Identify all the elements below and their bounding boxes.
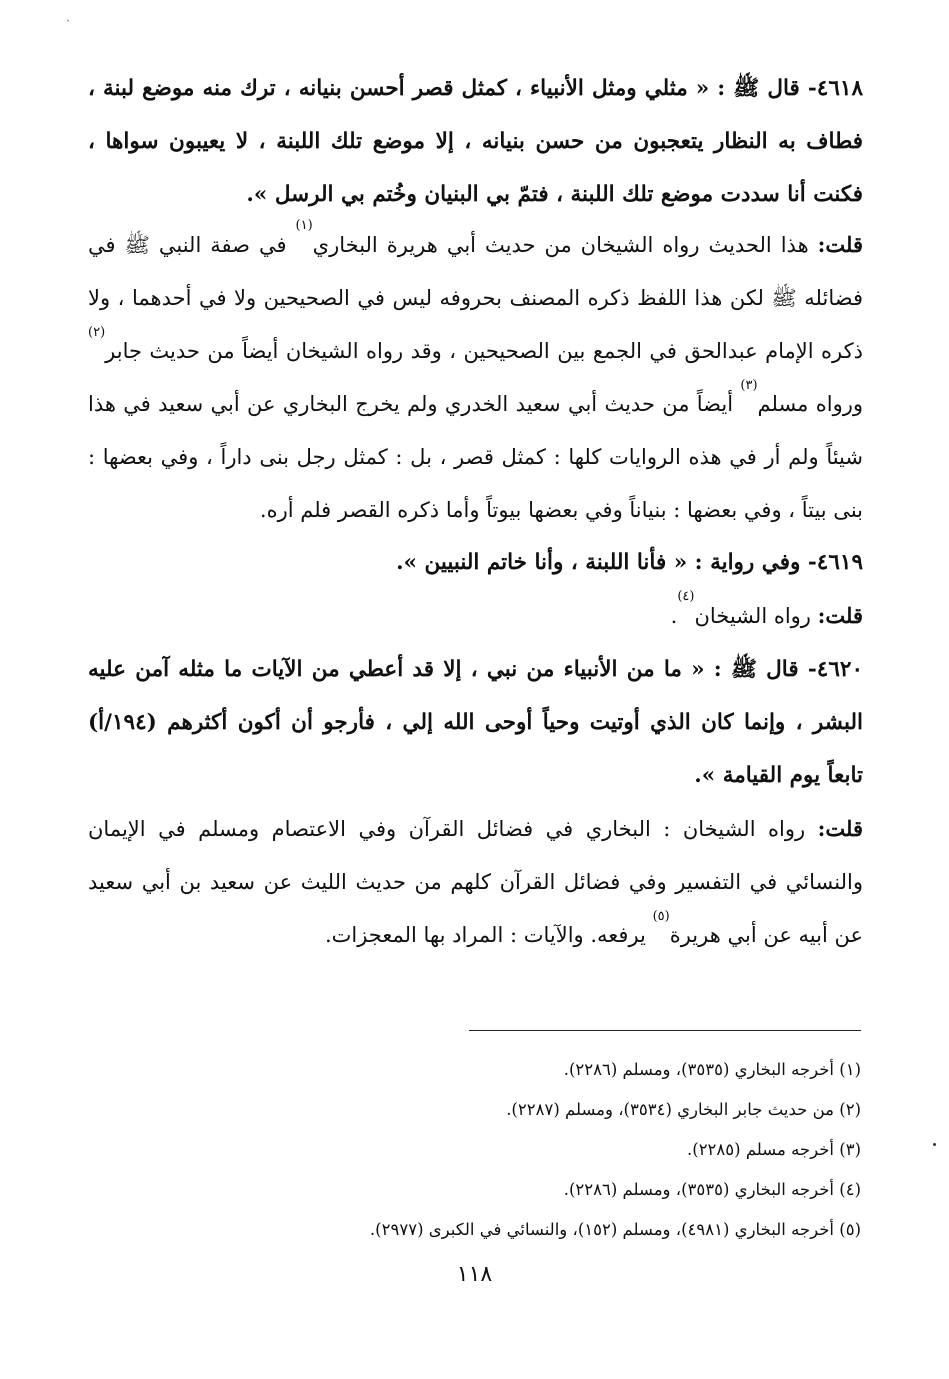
footnote-3: (٣) أخرجه مسلم (٢٢٨٥). — [687, 1140, 861, 1159]
comment-text: يرفعه. والآيات : المراد بها المعجزات. — [324, 923, 653, 947]
hadith-4618: ٤٦١٨- قال ﷺ : « مثلي ومثل الأنبياء ، كمثل قصر أحسن بنيانه ، ترك منه موضع لبنة ، فطاف به النظار يتعجبون من حسن بنيانه ، إلا موضع تلك اللبنة ، لا يعيبون سواها ، فكنت أنا سددت موضع تلك اللبنة ، فتمّ بي البنيان وخُتم بي الرسل ». — [88, 76, 863, 207]
margin-dot — [933, 1143, 936, 1146]
comment-text: هذا الحديث رواه الشيخان من حديث أبي هريرة البخاري — [312, 233, 818, 257]
hadith-4619: ٤٦١٩- وفي رواية : « فأنا اللبنة ، وأنا خاتم النبيين ». — [396, 550, 863, 575]
footnote-4: (٤) أخرجه البخاري (٣٥٣٥)، ومسلم (٢٢٨٦). — [563, 1180, 861, 1199]
footnote-ref: (٤) — [677, 589, 695, 604]
comment-4618 — [88, 218, 863, 537]
comment-4619 — [88, 589, 863, 643]
footnote-divider — [469, 1030, 861, 1031]
main-text — [88, 62, 863, 962]
comment-text: رواه الشيخان — [694, 604, 818, 628]
footnote-1: (١) أخرجه البخاري (٣٥٣٥)، ومسلم (٢٢٨٦). — [563, 1060, 861, 1079]
footnote-2: (٢) من حديث جابر البخاري (٣٥٣٤)، ومسلم (٢٢٨٧). — [506, 1100, 861, 1119]
footnote-ref: (١) — [295, 218, 313, 233]
comment-text: . — [670, 604, 678, 628]
comment-4620 — [88, 802, 863, 962]
footnote-5: (٥) أخرجه البخاري (٤٩٨١)، ومسلم (١٥٢)، والنسائي في الكبرى (٢٩٧٧). — [369, 1220, 861, 1239]
comment-text: أيضاً من حديث أبي سعيد الخدري ولم يخرج البخاري عن أبي سعيد في هذا شيئاً ولم أر في هذه الروايات كلها : كمثل قصر ، بل : كمثل رجل بنى داراً ، وفي بعضها : بنى بيتاً ، وفي بعضها : بنياناً وفي بعضها بيوتاً وأما ذكره القصر فلم أره. — [88, 392, 863, 522]
footnote-ref: (٥) — [652, 909, 670, 924]
page-number: ١١٨ — [456, 1262, 493, 1287]
footnotes — [200, 1050, 861, 1250]
comment-label: قلت: — [817, 232, 864, 257]
footnote-ref: (٢) — [88, 325, 106, 340]
comment-text: رواه الشيخان : البخاري في فضائل القرآن وفي الاعتصام ومسلم في الإيمان والنسائي في التفسير وفي فضائل القرآن كلهم من حديث الليث عن سعيد بن أبي سعيد عن أبيه عن أبي هريرة — [88, 817, 863, 947]
comment-text: في صفة النبي ﷺ في فضائله ﷺ لكن هذا اللفظ ذكره المصنف بحروفه ليس في الصحيحين ولا في أحدهما ، ولا ذكره الإمام عبدالحق في الجمع بين الصحيحين ، وقد رواه الشيخان أيضاً من حديث جابر — [88, 233, 863, 363]
comment-label: قلت: — [817, 603, 863, 628]
comment-text: ورواه مسلم — [757, 392, 863, 416]
footnote-ref: (٣) — [740, 378, 758, 393]
comment-label: قلت: — [817, 816, 863, 841]
hadith-4620: ٤٦٢٠- قال ﷺ : « ما من الأنبياء من نبي ، إلا قد أعطي من الآيات ما مثله آمن عليه البشر ، وإنما كان الذي أوتيت وحياً أوحى الله إلي ، فأرجو أن أكون أكثرهم (١٩٤/أ) تابعاً يوم القيامة ». — [88, 657, 863, 788]
corner-mark: ˏ — [66, 8, 70, 22]
